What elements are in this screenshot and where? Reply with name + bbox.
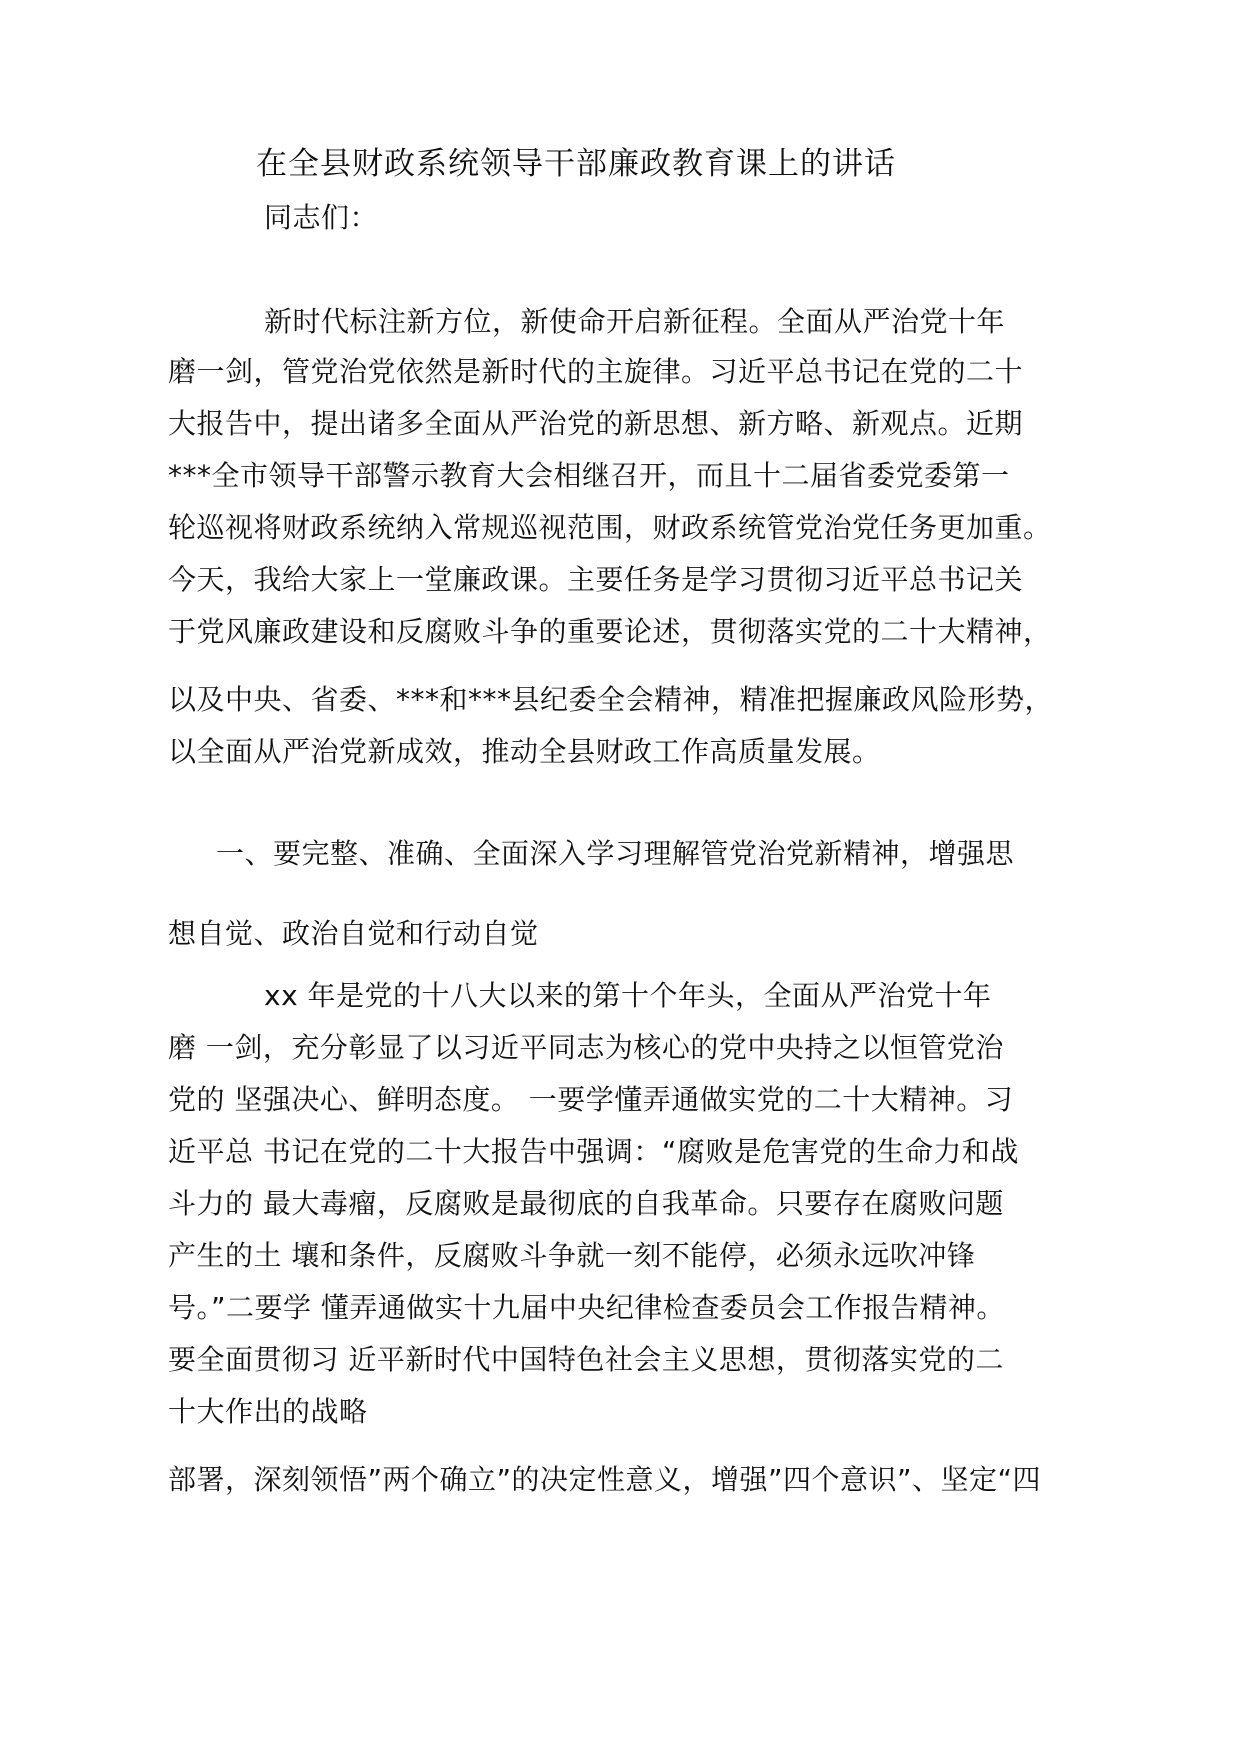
intro-line: 以全面从严治党新成效，推动全县财政工作高质量发展。 — [168, 735, 881, 768]
intro-line: 于党风廉政建设和反腐败斗争的重要论述，贯彻落实党的二十大精神， — [168, 615, 1052, 648]
section-heading-line: 想自觉、政治自觉和行动自觉 — [168, 917, 539, 950]
body-line: xx 年是党的十八大以来的第十个年头，全面从严治党十年 — [264, 979, 992, 1012]
body-line: 号。”二要学 懂弄通做实十九届中央纪律检查委员会工作报告精神。 — [168, 1291, 1005, 1324]
intro-line: 大报告中，提出诸多全面从严治党的新思想、新方略、新观点。近期 — [168, 407, 1024, 440]
intro-line: 以及中央、省委、***和***县纪委全会精神，精准把握廉政风险形势， — [168, 683, 1054, 716]
body-line: 近平总 书记在党的二十大报告中强调：“腐败是危害党的生命力和战 — [168, 1135, 1019, 1168]
body-line: 斗力的 最大毒瘤，反腐败是最彻底的自我革命。只要存在腐败问题 — [168, 1187, 1004, 1220]
intro-line: 新时代标注新方位，新使命开启新征程。全面从严治党十年 — [264, 305, 1006, 338]
body-line: 产生的土 壤和条件，反腐败斗争就一刻不能停，必须永远吹冲锋 — [168, 1239, 976, 1272]
body-line: 党的 坚强决心、鲜明态度。 一要学懂弄通做实党的二十大精神。习 — [168, 1083, 1014, 1116]
section-heading-line: 一、要完整、准确、全面深入学习理解管党治党新精神，增强思 — [216, 837, 1015, 870]
body-line: 要全面贯彻习 近平新时代中国特色社会主义思想，贯彻落实党的二 — [168, 1343, 1004, 1376]
intro-line: ***全市领导干部警示教育大会相继召开，而且十二届省委党委第一 — [168, 459, 1010, 492]
intro-line: 今天，我给大家上一堂廉政课。主要任务是学习贯彻习近平总书记关 — [168, 563, 1024, 596]
body-line: 十大作出的战略 — [168, 1395, 368, 1428]
intro-line: 轮巡视将财政系统纳入常规巡视范围，财政系统管党治党任务更加重。 — [168, 511, 1052, 544]
intro-line: 磨一剑，管党治党依然是新时代的主旋律。习近平总书记在党的二十 — [168, 355, 1024, 388]
body-line: 部署，深刻领悟”两个确立”的决定性意义，增强”四个意识”、坚定“四 — [168, 1463, 1042, 1496]
body-line: 磨 一剑，充分彰显了以习近平同志为核心的党中央持之以恒管党治 — [168, 1031, 1004, 1064]
document-title: 在全县财政系统领导干部廉政教育课上的讲话 — [256, 146, 896, 182]
salutation: 同志们： — [264, 201, 379, 234]
